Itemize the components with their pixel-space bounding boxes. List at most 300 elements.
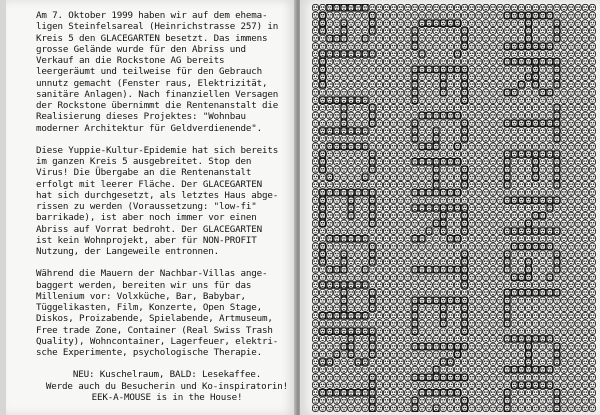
- skull-light-cell: [383, 312, 389, 319]
- skull-light-cell: [454, 336, 460, 343]
- skull-light-cell: [518, 251, 524, 258]
- skull-light-cell: [469, 351, 475, 358]
- skull-light-cell: [533, 20, 539, 27]
- skull-dark-cell: [454, 50, 461, 58]
- skull-dark-cell: [326, 50, 333, 58]
- skull-dark-cell: [511, 366, 518, 374]
- skull-light-cell: [362, 405, 368, 412]
- skull-light-cell: [575, 120, 581, 127]
- skull-light-cell: [447, 182, 453, 189]
- skull-light-cell: [426, 135, 432, 142]
- skull-dark-cell: [553, 181, 560, 189]
- skull-light-cell: [312, 220, 318, 227]
- skull-light-cell: [362, 28, 368, 35]
- skull-light-cell: [383, 228, 389, 235]
- skull-light-cell: [334, 251, 340, 258]
- skull-light-cell: [568, 28, 574, 35]
- skull-light-cell: [440, 97, 446, 104]
- skull-dark-cell: [326, 4, 333, 12]
- skull-light-cell: [376, 112, 382, 119]
- skull-light-cell: [376, 212, 382, 219]
- skull-dark-cell: [518, 335, 525, 343]
- skull-light-cell: [490, 182, 496, 189]
- skull-dark-cell: [369, 351, 376, 359]
- skull-light-cell: [447, 351, 453, 358]
- skull-light-cell: [554, 312, 560, 319]
- skull-dark-cell: [504, 366, 511, 374]
- skull-light-cell: [362, 151, 368, 158]
- skull-light-cell: [469, 243, 475, 250]
- skull-light-cell: [568, 43, 574, 50]
- skull-dark-cell: [504, 389, 511, 397]
- skull-light-cell: [454, 320, 460, 327]
- skull-light-cell: [575, 28, 581, 35]
- skull-light-cell: [525, 128, 531, 135]
- skull-light-cell: [533, 274, 539, 281]
- skull-light-cell: [518, 405, 524, 412]
- skull-light-cell: [426, 28, 432, 35]
- skull-light-cell: [490, 243, 496, 250]
- skull-light-cell: [582, 4, 588, 11]
- skull-light-cell: [575, 43, 581, 50]
- skull-light-cell: [398, 343, 404, 350]
- skull-light-cell: [348, 405, 354, 412]
- skull-light-cell: [440, 128, 446, 135]
- skull-light-cell: [376, 336, 382, 343]
- skull-light-cell: [518, 305, 524, 312]
- skull-light-cell: [362, 197, 368, 204]
- skull-dark-cell: [539, 243, 546, 251]
- skull-light-cell: [533, 328, 539, 335]
- skull-light-cell: [419, 35, 425, 42]
- skull-light-cell: [369, 89, 375, 96]
- skull-dark-cell: [440, 81, 447, 89]
- skull-light-cell: [391, 351, 397, 358]
- skull-light-cell: [405, 12, 411, 19]
- skull-light-cell: [412, 359, 418, 366]
- skull-light-cell: [533, 143, 539, 150]
- skull-light-cell: [511, 397, 517, 404]
- skull-light-cell: [504, 189, 510, 196]
- skull-light-cell: [320, 89, 326, 96]
- skull-light-cell: [426, 97, 432, 104]
- skull-light-cell: [376, 58, 382, 65]
- skull-light-cell: [554, 374, 560, 381]
- skull-light-cell: [454, 274, 460, 281]
- skull-light-cell: [454, 151, 460, 158]
- skull-light-cell: [348, 12, 354, 19]
- skull-light-cell: [469, 405, 475, 412]
- skull-light-cell: [312, 405, 318, 412]
- skull-dark-cell: [340, 343, 347, 351]
- skull-light-cell: [398, 282, 404, 289]
- skull-light-cell: [483, 174, 489, 181]
- skull-light-cell: [376, 320, 382, 327]
- skull-dark-cell: [419, 143, 426, 151]
- skull-light-cell: [518, 266, 524, 273]
- skull-light-cell: [419, 405, 425, 412]
- skull-dark-cell: [546, 289, 553, 297]
- skull-light-cell: [469, 35, 475, 42]
- skull-dark-cell: [333, 50, 340, 58]
- skull-light-cell: [369, 143, 375, 150]
- skull-light-cell: [383, 4, 389, 11]
- skull-light-cell: [518, 312, 524, 319]
- skull-dark-cell: [504, 404, 511, 412]
- skull-dark-cell: [426, 158, 433, 166]
- skull-dark-cell: [340, 104, 347, 112]
- skull-light-cell: [426, 197, 432, 204]
- skull-light-cell: [518, 212, 524, 219]
- skull-light-cell: [533, 389, 539, 396]
- skull-light-cell: [383, 251, 389, 258]
- skull-light-cell: [497, 336, 503, 343]
- skull-light-cell: [447, 51, 453, 58]
- skull-dark-cell: [532, 366, 539, 374]
- skull-light-cell: [362, 205, 368, 212]
- skull-light-cell: [568, 220, 574, 227]
- skull-light-cell: [525, 158, 531, 165]
- skull-light-cell: [440, 105, 446, 112]
- skull-light-cell: [334, 305, 340, 312]
- skull-light-cell: [433, 282, 439, 289]
- skull-light-cell: [476, 182, 482, 189]
- skull-light-cell: [582, 58, 588, 65]
- skull-dark-cell: [340, 127, 347, 135]
- text-line: ist kein Wohnprojekt, aber für NON-PROFIT: [36, 234, 257, 246]
- skull-light-cell: [589, 58, 595, 65]
- skull-light-cell: [447, 243, 453, 250]
- skull-light-cell: [575, 20, 581, 27]
- skull-light-cell: [440, 51, 446, 58]
- skull-light-cell: [533, 4, 539, 11]
- skull-light-cell: [369, 366, 375, 373]
- skull-light-cell: [476, 259, 482, 266]
- skull-light-cell: [497, 43, 503, 50]
- skull-light-cell: [391, 112, 397, 119]
- skull-light-cell: [447, 366, 453, 373]
- skull-dark-cell: [546, 58, 553, 66]
- skull-light-cell: [383, 259, 389, 266]
- skull-light-cell: [447, 212, 453, 219]
- skull-dark-cell: [447, 266, 454, 274]
- skull-light-cell: [525, 212, 531, 219]
- skull-light-cell: [547, 328, 553, 335]
- skull-light-cell: [383, 12, 389, 19]
- skull-light-cell: [561, 359, 567, 366]
- skull-light-cell: [369, 58, 375, 65]
- skull-light-cell: [376, 151, 382, 158]
- skull-light-cell: [497, 328, 503, 335]
- skull-dark-cell: [518, 12, 525, 20]
- text-line: Millenium vor: Volxküche, Bar, Babybar,: [36, 290, 246, 302]
- skull-light-cell: [419, 89, 425, 96]
- skull-dark-cell: [319, 258, 326, 266]
- skull-dark-cell: [369, 397, 376, 405]
- skull-dark-cell: [362, 312, 369, 320]
- skull-dark-cell: [411, 135, 418, 143]
- skull-light-cell: [462, 4, 468, 11]
- skull-dark-cell: [553, 135, 560, 143]
- skull-dark-cell: [333, 327, 340, 335]
- skull-light-cell: [341, 89, 347, 96]
- skull-light-cell: [483, 382, 489, 389]
- skull-light-cell: [369, 43, 375, 50]
- skull-light-cell: [341, 205, 347, 212]
- skull-light-cell: [476, 12, 482, 19]
- skull-light-cell: [405, 51, 411, 58]
- skull-dark-cell: [411, 73, 418, 81]
- skull-dark-cell: [433, 127, 440, 135]
- skull-light-cell: [476, 174, 482, 181]
- skull-light-cell: [469, 112, 475, 119]
- skull-light-cell: [383, 74, 389, 81]
- skull-light-cell: [426, 251, 432, 258]
- skull-light-cell: [412, 197, 418, 204]
- skull-light-cell: [589, 97, 595, 104]
- skull-dark-cell: [333, 266, 340, 274]
- skull-dark-cell: [447, 235, 454, 243]
- skull-light-cell: [575, 328, 581, 335]
- skull-light-cell: [490, 212, 496, 219]
- skull-light-cell: [362, 20, 368, 27]
- skull-light-cell: [518, 397, 524, 404]
- skull-light-cell: [398, 81, 404, 88]
- skull-light-cell: [504, 20, 510, 27]
- skull-light-cell: [511, 220, 517, 227]
- skull-light-cell: [355, 351, 361, 358]
- skull-light-cell: [518, 320, 524, 327]
- skull-light-cell: [568, 58, 574, 65]
- skull-light-cell: [405, 4, 411, 11]
- skull-light-cell: [376, 105, 382, 112]
- skull-light-cell: [476, 382, 482, 389]
- skull-light-cell: [554, 243, 560, 250]
- skull-light-cell: [490, 274, 496, 281]
- skull-light-cell: [525, 320, 531, 327]
- skull-dark-cell: [369, 150, 376, 158]
- skull-light-cell: [568, 20, 574, 27]
- skull-light-cell: [533, 28, 539, 35]
- skull-light-cell: [476, 289, 482, 296]
- skull-light-cell: [391, 389, 397, 396]
- skull-light-cell: [398, 351, 404, 358]
- skull-dark-cell: [340, 289, 347, 297]
- skull-light-cell: [398, 182, 404, 189]
- skull-dark-cell: [532, 150, 539, 158]
- skull-dark-cell: [440, 266, 447, 274]
- skull-light-cell: [540, 220, 546, 227]
- skull-light-cell: [462, 20, 468, 27]
- skull-light-cell: [312, 89, 318, 96]
- skull-light-cell: [462, 112, 468, 119]
- skull-light-cell: [412, 143, 418, 150]
- skull-light-cell: [525, 112, 531, 119]
- text-line: sche Experimente, psychologische Therapie.: [36, 347, 263, 358]
- skull-dark-cell: [461, 374, 468, 382]
- skull-light-cell: [589, 259, 595, 266]
- skull-light-cell: [540, 397, 546, 404]
- skull-light-cell: [312, 235, 318, 242]
- skull-light-cell: [575, 12, 581, 19]
- skull-light-cell: [561, 4, 567, 11]
- skull-light-cell: [483, 389, 489, 396]
- skull-dark-cell: [440, 189, 447, 197]
- skull-dark-cell: [440, 227, 447, 235]
- skull-light-cell: [561, 112, 567, 119]
- skull-light-cell: [561, 205, 567, 212]
- skull-light-cell: [497, 166, 503, 173]
- skull-dark-cell: [355, 327, 362, 335]
- skull-dark-cell: [333, 281, 340, 289]
- skull-light-cell: [497, 105, 503, 112]
- skull-dark-cell: [426, 297, 433, 305]
- skull-light-cell: [504, 28, 510, 35]
- skull-light-cell: [497, 212, 503, 219]
- skull-light-cell: [582, 205, 588, 212]
- skull-light-cell: [476, 158, 482, 165]
- skull-light-cell: [568, 305, 574, 312]
- skull-light-cell: [355, 343, 361, 350]
- skull-light-cell: [497, 151, 503, 158]
- skull-light-cell: [476, 197, 482, 204]
- skull-light-cell: [483, 274, 489, 281]
- skull-light-cell: [341, 74, 347, 81]
- skull-dark-cell: [355, 358, 362, 366]
- skull-dark-cell: [326, 189, 333, 197]
- skull-light-cell: [490, 359, 496, 366]
- skull-light-cell: [483, 351, 489, 358]
- skull-light-cell: [561, 212, 567, 219]
- skull-light-cell: [497, 97, 503, 104]
- skull-light-cell: [533, 359, 539, 366]
- skull-light-cell: [312, 189, 318, 196]
- skull-dark-cell: [440, 312, 447, 320]
- skull-light-cell: [476, 235, 482, 242]
- skull-light-cell: [334, 74, 340, 81]
- skull-light-cell: [589, 228, 595, 235]
- skull-light-cell: [547, 97, 553, 104]
- skull-light-cell: [540, 343, 546, 350]
- skull-light-cell: [383, 282, 389, 289]
- skull-light-cell: [561, 128, 567, 135]
- skull-light-cell: [440, 382, 446, 389]
- skull-light-cell: [440, 43, 446, 50]
- skull-light-cell: [582, 43, 588, 50]
- skull-dark-cell: [419, 389, 426, 397]
- skull-light-cell: [334, 405, 340, 412]
- skull-light-cell: [540, 128, 546, 135]
- skull-light-cell: [589, 135, 595, 142]
- skull-dark-cell: [454, 204, 461, 212]
- skull-light-cell: [433, 274, 439, 281]
- skull-light-cell: [497, 174, 503, 181]
- skull-dark-cell: [369, 250, 376, 258]
- skull-light-cell: [362, 382, 368, 389]
- skull-dark-cell: [539, 197, 546, 205]
- skull-dark-cell: [546, 227, 553, 235]
- skull-light-cell: [376, 266, 382, 273]
- skull-light-cell: [447, 135, 453, 142]
- skull-dark-cell: [461, 181, 468, 189]
- skull-light-cell: [561, 366, 567, 373]
- skull-light-cell: [511, 320, 517, 327]
- skull-light-cell: [334, 151, 340, 158]
- skull-light-cell: [369, 81, 375, 88]
- skull-dark-cell: [553, 289, 560, 297]
- skull-light-cell: [376, 235, 382, 242]
- skull-light-cell: [348, 366, 354, 373]
- skull-light-cell: [419, 397, 425, 404]
- skull-dark-cell: [348, 4, 355, 12]
- skull-light-cell: [568, 336, 574, 343]
- skull-light-cell: [483, 28, 489, 35]
- skull-light-cell: [433, 235, 439, 242]
- skull-light-cell: [412, 282, 418, 289]
- skull-dark-cell: [454, 66, 461, 74]
- skull-light-cell: [504, 128, 510, 135]
- skull-light-cell: [454, 135, 460, 142]
- skull-dark-cell: [518, 150, 525, 158]
- skull-dark-cell: [369, 327, 376, 335]
- skull-light-cell: [476, 128, 482, 135]
- skull-light-cell: [383, 51, 389, 58]
- skull-light-cell: [511, 74, 517, 81]
- skull-light-cell: [511, 143, 517, 150]
- skull-dark-cell: [525, 19, 532, 27]
- skull-light-cell: [348, 320, 354, 327]
- skull-light-cell: [433, 35, 439, 42]
- skull-light-cell: [476, 220, 482, 227]
- skull-light-cell: [341, 58, 347, 65]
- skull-dark-cell: [340, 250, 347, 258]
- skull-light-cell: [490, 43, 496, 50]
- skull-light-cell: [483, 105, 489, 112]
- skull-light-cell: [369, 74, 375, 81]
- skull-light-cell: [348, 151, 354, 158]
- skull-light-cell: [568, 174, 574, 181]
- skull-light-cell: [497, 382, 503, 389]
- skull-dark-cell: [326, 281, 333, 289]
- skull-dark-cell: [411, 189, 418, 197]
- skull-light-cell: [355, 120, 361, 127]
- skull-light-cell: [412, 151, 418, 158]
- skull-light-cell: [518, 282, 524, 289]
- skull-light-cell: [369, 182, 375, 189]
- skull-light-cell: [334, 20, 340, 27]
- skull-light-cell: [483, 189, 489, 196]
- skull-light-cell: [518, 97, 524, 104]
- skull-light-cell: [355, 105, 361, 112]
- skull-light-cell: [568, 35, 574, 42]
- skull-dark-cell: [532, 12, 539, 20]
- skull-light-cell: [575, 235, 581, 242]
- skull-dark-cell: [333, 235, 340, 243]
- skull-light-cell: [518, 389, 524, 396]
- skull-light-cell: [383, 128, 389, 135]
- skull-light-cell: [312, 289, 318, 296]
- skull-light-cell: [383, 366, 389, 373]
- skull-light-cell: [327, 405, 333, 412]
- skull-light-cell: [398, 105, 404, 112]
- skull-light-cell: [405, 389, 411, 396]
- skull-light-cell: [433, 43, 439, 50]
- skull-light-cell: [376, 305, 382, 312]
- skull-light-cell: [391, 251, 397, 258]
- skull-light-cell: [540, 266, 546, 273]
- skull-light-cell: [561, 343, 567, 350]
- paragraph: [36, 369, 298, 403]
